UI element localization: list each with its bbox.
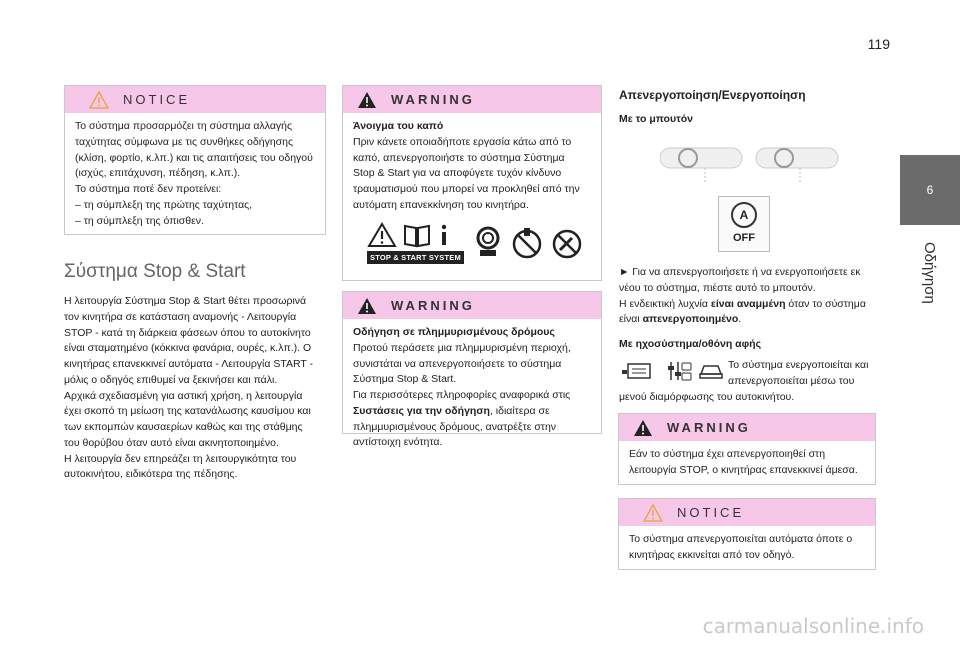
settings-sliders-icon bbox=[666, 360, 692, 382]
warning-box-stop-mode bbox=[618, 413, 876, 485]
body-line: Η λειτουργία δεν επηρεάζει τη λειτουργικότητα του bbox=[64, 452, 297, 465]
body-line: τον κινητήρα σε κατάσταση αναμονής - Λειτουργία bbox=[64, 310, 297, 323]
page-number: 119 bbox=[867, 36, 890, 52]
touch-line: απενεργοποιείται μέσω του bbox=[728, 374, 855, 387]
warning-body bbox=[343, 319, 601, 459]
warning-title: WARNING bbox=[391, 297, 475, 313]
driving-advice-reference[interactable]: Συστάσεις για την οδήγηση bbox=[353, 404, 490, 417]
stop-start-system-chip: STOP & START SYSTEM bbox=[367, 251, 464, 264]
text-run: είναι bbox=[619, 313, 643, 326]
body-line: μόλις ο οδηγός επιθυμεί να ξεκινήσει και πάλι. bbox=[64, 373, 278, 386]
section-title: Σύστημα Stop & Start bbox=[64, 261, 246, 282]
body-line: είναι σταματημένο (κόκκινα φανάρια, ουρές, κ.λπ.). Ο bbox=[64, 342, 312, 355]
warning-box-flooded-roads bbox=[342, 291, 602, 449]
warning-line: Προτού περάσετε μια πλημμυρισμένη περιοχή, bbox=[353, 341, 571, 354]
label-left-group bbox=[367, 222, 464, 264]
off-label: OFF bbox=[733, 231, 755, 244]
notice-header bbox=[65, 86, 325, 113]
body-line: Αρχικά σχεδιασμένη για αστική χρήση, η λειτουργία bbox=[64, 389, 303, 402]
vehicle-icon bbox=[698, 360, 724, 382]
warning-line: αντίστοιχη ενότητα. bbox=[353, 436, 443, 449]
button-instructions bbox=[619, 265, 879, 328]
warning-line: πλημμυρισμένους δρόμους, ανατρέξτε στην bbox=[353, 420, 557, 433]
no-hand-icon bbox=[512, 226, 542, 260]
fan-belt-icon bbox=[474, 226, 502, 260]
dashboard-illustration bbox=[660, 138, 840, 186]
text-run-bold: είναι αναμμένη bbox=[710, 297, 786, 310]
warning-heading: Οδήγηση σε πλημμυρισμένους δρόμους bbox=[353, 326, 555, 338]
warning-line: Πριν κάνετε οποιαδήποτε εργασία κάτω από το bbox=[353, 135, 572, 148]
notice-triangle-icon bbox=[643, 504, 663, 522]
notice-line: (κλίση, φορτίο, κ.λπ.) και τις απαιτήσεις του οδηγού bbox=[75, 151, 313, 164]
body-line: του θορύβου όταν αυτό είναι ακινητοποιημένο. bbox=[64, 436, 279, 449]
warning-line: λειτουργία STOP, ο κινητήρας επανεκκινεί άμεσα. bbox=[629, 463, 858, 476]
notice-line: ταχύτητας σύμφωνα με τις συνθήκες οδήγησης bbox=[75, 135, 294, 148]
chapter-label: Οδήγηση bbox=[921, 242, 938, 304]
warning-line bbox=[353, 404, 591, 420]
warning-line: Stop & Start για να αποφύγετε τυχόν κίνδυνο bbox=[353, 167, 562, 180]
warning-triangle-icon bbox=[357, 91, 377, 109]
info-icon bbox=[437, 222, 451, 248]
touchscreen-subtitle: Με ηχοσύστημα/οθόνη αφής bbox=[619, 338, 762, 350]
notice-line: – τη σύμπλεξη της πρώτης ταχύτητας, bbox=[75, 198, 253, 211]
warning-triangle-icon bbox=[633, 419, 653, 437]
text-run-bold: απενεργοποιημένο bbox=[642, 313, 739, 326]
body-line: των εκπομπών καυσαερίων καθώς και της στάθμης bbox=[64, 421, 303, 433]
instruction-line: ► Για να απενεργοποιήσετε ή να ενεργοποιήσετε εκ bbox=[619, 266, 861, 278]
warning-line: Σύστημα Stop & Start. bbox=[353, 373, 457, 386]
notice-line: κινητήρας εκκινείται από τον οδηγό. bbox=[629, 548, 795, 561]
instruction-line bbox=[619, 297, 879, 313]
bonnet-label-illustration bbox=[367, 222, 591, 264]
instruction-line: νέου το σύστημα, πιέστε αυτό το μπουτόν. bbox=[619, 281, 816, 294]
body-line: STOP - κατά τη διάρκεια φάσεων όπου το αυτοκίνητο bbox=[64, 326, 311, 339]
auto-stop-icon bbox=[731, 202, 757, 228]
body-line: έχει σκοπό τη μείωση της κατανάλωσης καυσίμου και bbox=[64, 405, 311, 418]
mirror-switch-illustration bbox=[660, 138, 840, 186]
warning-line: τραυματισμού που μπορεί να προκληθεί από την bbox=[353, 183, 580, 195]
screen-menu-icon bbox=[620, 360, 660, 382]
warning-line: αυτόματη επανεκκίνηση του κινητήρα. bbox=[353, 198, 529, 211]
warning-triangle-icon bbox=[357, 297, 377, 315]
touchscreen-text bbox=[728, 358, 878, 390]
notice-line: – τη σύμπλεξη της όπισθεν. bbox=[75, 214, 204, 227]
notice-box-auto-deactivation bbox=[618, 498, 876, 570]
text-run: . bbox=[738, 313, 742, 326]
instruction-line bbox=[619, 312, 879, 328]
warning-line: Εάν το σύστημα έχει απενεργοποιηθεί στη bbox=[629, 448, 826, 460]
warning-line: καπό, απενεργοποιήστε το σύστημα Σύστημα bbox=[353, 151, 565, 164]
notice-title: NOTICE bbox=[677, 504, 745, 520]
notice-body bbox=[619, 526, 875, 572]
notice-triangle-icon bbox=[89, 91, 109, 109]
warning-title: WARNING bbox=[391, 91, 475, 107]
notice-line: Το σύστημα απενεργοποιείται αυτόματα όποτε ο bbox=[629, 533, 853, 545]
text-run: Η ενδεικτική λυχνία bbox=[619, 297, 711, 310]
body-line: Η λειτουργία Σύστημα Stop & Start θέτει προσωρινά bbox=[64, 295, 307, 307]
notice-line: Το σύστημα προσαρμόζει τη σύστημα αλλαγής bbox=[75, 120, 293, 132]
notice-title: NOTICE bbox=[123, 91, 191, 107]
warning-body bbox=[619, 441, 875, 487]
touchscreen-icons bbox=[620, 360, 724, 382]
body-line: αυτοκινήτου, ειδικότερα της πέδησης. bbox=[64, 468, 238, 481]
text-run: όταν το σύστημα bbox=[785, 297, 866, 310]
auto-stop-letter: A bbox=[739, 207, 749, 222]
watermark: carmanualsonline.info bbox=[702, 614, 924, 638]
notice-box-gearshift bbox=[64, 85, 326, 235]
notice-body bbox=[65, 113, 325, 237]
warning-header bbox=[619, 414, 875, 441]
touch-line: Το σύστημα ενεργοποιείται και bbox=[728, 359, 869, 371]
warning-line: συνιστάται να απενεργοποιήσετε το σύστημα bbox=[353, 357, 562, 370]
body-line: κινητήρας επανεκκινεί αυτόματα - Λειτουργία START - bbox=[64, 358, 314, 370]
deactivation-title: Απενεργοποίηση/Ενεργοποίηση bbox=[619, 88, 806, 102]
touchscreen-text-cont: μενού διαμόρφωσης του αυτοκινήτου. bbox=[619, 391, 795, 403]
caution-outline-icon bbox=[367, 222, 397, 248]
chapter-tab[interactable]: 6 bbox=[900, 155, 960, 225]
warning-body bbox=[343, 113, 601, 272]
warning-inline-text: , ιδιαίτερα σε bbox=[489, 404, 550, 417]
notice-line: Το σύστημα ποτέ δεν προτείνει: bbox=[75, 183, 222, 195]
warning-box-bonnet bbox=[342, 85, 602, 281]
manual-book-icon bbox=[403, 222, 431, 248]
notice-header bbox=[619, 499, 875, 526]
section-body bbox=[64, 294, 334, 483]
with-button-subtitle: Με το μπουτόν bbox=[619, 113, 694, 125]
notice-line: (ισχύς, επιτάχυνση, πέδηση, κ.λπ.). bbox=[75, 167, 241, 180]
warning-header bbox=[343, 86, 601, 113]
warning-title: WARNING bbox=[667, 419, 751, 435]
warning-line: Για περισσότερες πληροφορίες αναφορικά στις bbox=[353, 389, 571, 401]
warning-heading: Άνοιγμα του καπό bbox=[353, 120, 444, 132]
stop-start-off-button[interactable] bbox=[718, 196, 770, 252]
warning-header bbox=[343, 292, 601, 319]
no-tools-icon bbox=[552, 226, 582, 260]
